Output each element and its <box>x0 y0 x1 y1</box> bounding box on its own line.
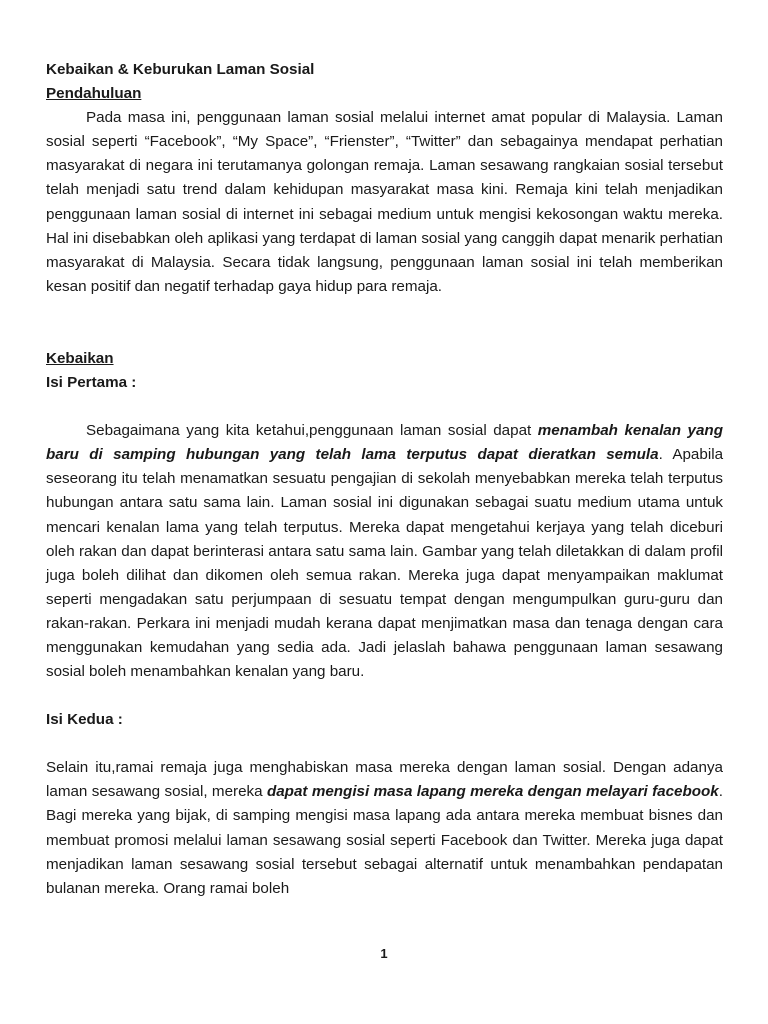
spacer <box>46 299 723 347</box>
spacer <box>46 732 723 756</box>
document-title: Kebaikan & Keburukan Laman Sosial <box>46 61 315 78</box>
document-page <box>46 58 723 901</box>
point1-heading: Isi Pertama : <box>46 374 137 392</box>
intro-heading: Pendahuluan <box>46 85 142 103</box>
point1-lead: Sebagaimana yang kita ketahui,penggunaan laman sosial dapat <box>86 422 538 440</box>
spacer <box>46 395 723 419</box>
point1-emphasis: menambah kenalan yang baru di samping hubungan yang telah lama terputus dapat dieratkan semula <box>46 422 723 464</box>
spacer <box>46 684 723 708</box>
point1-paragraph <box>46 419 723 684</box>
point2-paragraph <box>46 756 723 901</box>
point2-lead: Selain itu,ramai remaja juga menghabiskan masa mereka dengan laman sosial. Dengan adanya laman sesawang sosial, mereka <box>46 759 723 801</box>
page-number: 1 <box>380 946 388 961</box>
point2-rest: . Bagi mereka yang bijak, di samping mengisi masa lapang ada antara mereka membuat bisnes dan membuat promosi melalui laman sesawang sosial seperti Facebook dan Twitter. Mereka juga dapat menjadikan laman sesawang sosial tersebut sebagai alternatif untuk menambahkan pendapatan bulanan mereka. Orang ramai boleh <box>46 783 723 897</box>
intro-paragraph: Pada masa ini, penggunaan laman sosial melalui internet amat popular di Malaysia. Laman sosial seperti “Facebook”, “My Space”, “Frienster”, “Twitter” dan sebagainya mendapat perhatian masyarakat di negara ini terutamanya golongan remaja. Laman sesawang rangkaian sosial tersebut telah menjadi satu trend dalam kehidupan masyarakat masa kini. Remaja kini telah menjadikan penggunaan laman sosial di internet ini sebagai medium untuk mengisi kekosongan waktu mereka. Hal ini disebabkan oleh aplikasi yang terdapat di laman sosial yang canggih dapat menarik perhatian masyarakat di Malaysia. Secara tidak langsung, penggunaan laman sosial ini telah memberikan kesan positif dan negatif terhadap gaya hidup para remaja. <box>46 109 723 295</box>
section-heading-kebaikan: Kebaikan <box>46 349 114 367</box>
point1-rest: . Apabila seseorang itu telah menamatkan sesuatu pengajian di sekolah menyebabkan mereka telah terputus hubungan antara satu sama lain. Laman sosial ini digunakan sebagai suatu medium utama untuk mencari kenalan lama yang telah terputus. Mereka dapat mengetahui kerjaya yang telah diceburi oleh rakan dan dapat berinterasi antara satu sama lain. Gambar yang telah diletakkan di dalam profil juga boleh dilihat dan dikomen oleh semua rakan. Mereka juga dapat menyampaikan maklumat seperti mengadakan satu perjumpaan di sesuatu tempat dengan mengumpulkan guru-guru dan rakan-rakan. Perkara ini menjadi mudah kerana dapat menjimatkan masa dan tenaga dengan cara menggunakan kemudahan yang sedia ada. Jadi jelaslah bahawa penggunaan laman sesawang sosial boleh menambahkan kenalan yang baru. <box>46 446 724 681</box>
point2-emphasis: dapat mengisi masa lapang mereka dengan melayari facebook <box>266 783 719 801</box>
point2-heading: Isi Kedua : <box>46 711 123 729</box>
